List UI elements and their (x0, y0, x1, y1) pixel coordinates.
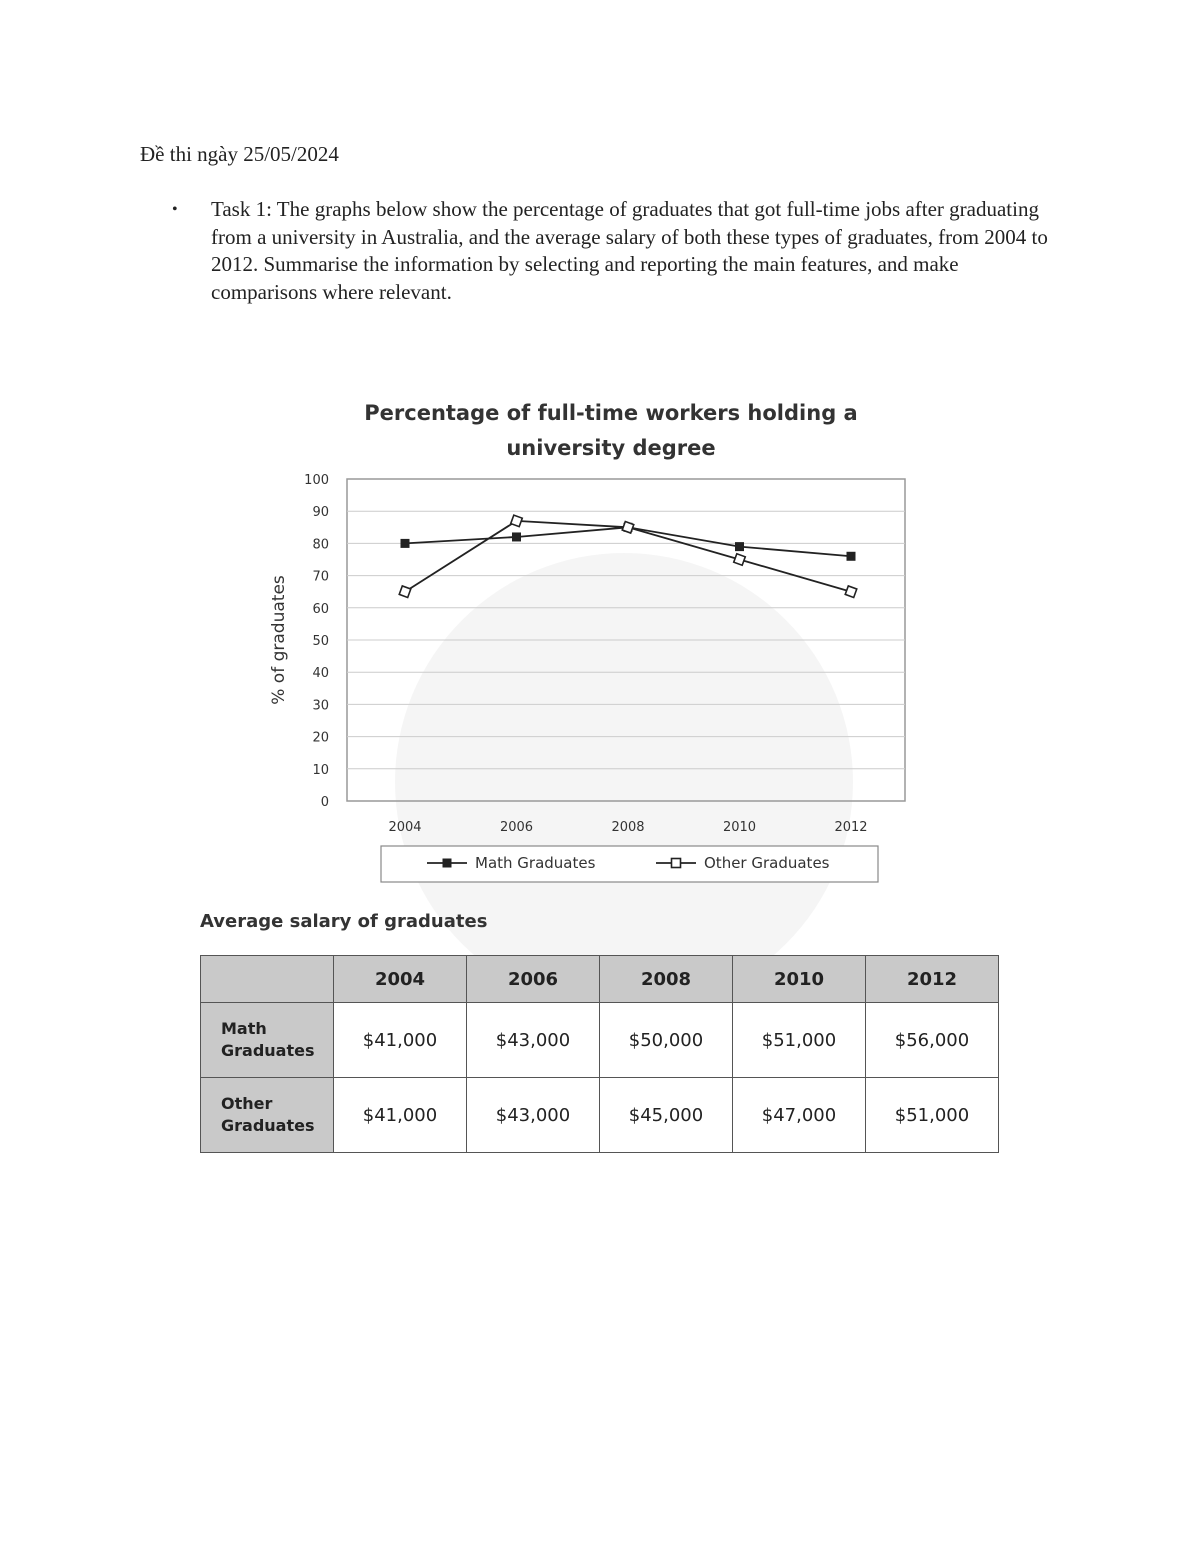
table-cell: $50,000 (600, 1003, 733, 1078)
table-cell: $47,000 (733, 1078, 866, 1153)
column-header: 2006 (467, 956, 600, 1003)
row-label-line-2: Graduates (221, 1041, 315, 1060)
column-header: 2012 (866, 956, 999, 1003)
bullet-icon: • (172, 201, 178, 218)
y-tick-label: 40 (312, 666, 329, 682)
table-cell: $41,000 (334, 1078, 467, 1153)
data-point (622, 522, 634, 534)
y-tick-label: 80 (312, 537, 329, 553)
x-tick-label: 2006 (499, 820, 534, 835)
y-tick-label: 90 (312, 505, 329, 521)
table-cell: $43,000 (467, 1078, 600, 1153)
data-point (735, 542, 744, 551)
row-label-line-1: Math (221, 1019, 267, 1038)
row-label-line-1: Other (221, 1094, 273, 1113)
row-label-line-2: Graduates (221, 1116, 315, 1135)
y-tick-label: 50 (312, 634, 329, 649)
y-tick-label: 60 (312, 601, 329, 617)
y-tick-label: 70 (312, 569, 329, 585)
y-tick-label: 30 (312, 698, 329, 714)
table-cell: $51,000 (866, 1078, 999, 1153)
table-title: Average salary of graduates (200, 911, 488, 932)
legend-label: Other Graduates (704, 854, 830, 872)
table-header-row (201, 956, 999, 1003)
data-point (399, 586, 411, 598)
y-tick-label: 100 (304, 473, 329, 488)
table-cell: $45,000 (600, 1078, 733, 1153)
row-header (201, 1003, 334, 1078)
data-point (512, 532, 521, 541)
column-header: 2004 (334, 956, 467, 1003)
column-header: 2010 (733, 956, 866, 1003)
chart-title-line-1: Percentage of full-time workers holding a (364, 401, 858, 425)
data-point (845, 586, 857, 598)
table-corner-cell (201, 956, 334, 1003)
table-row (201, 1003, 999, 1078)
row-header (201, 1078, 334, 1153)
table-cell: $41,000 (334, 1003, 467, 1078)
chart-title-line-2: university degree (506, 436, 716, 460)
x-tick-label: 2008 (611, 820, 645, 835)
data-point (511, 515, 523, 527)
x-tick-label: 2012 (834, 820, 868, 835)
data-point (847, 552, 856, 561)
y-tick-label: 0 (320, 795, 329, 810)
table-cell: $51,000 (733, 1003, 866, 1078)
y-tick-label: 20 (312, 730, 329, 746)
data-point (734, 554, 746, 566)
y-tick-label: 10 (312, 762, 329, 778)
task-text: Task 1: The graphs below show the percentage of graduates that got full-time jobs after graduating from a university in Australia, and the average salary of both these types of graduates, from 2004 to 2012. Summarise the information by selecting and reporting the main features, and make comparisons where relevant. (211, 197, 1048, 304)
data-point (401, 539, 410, 548)
legend-label: Math Graduates (475, 854, 596, 872)
legend-marker (672, 859, 681, 868)
table-cell: $56,000 (866, 1003, 999, 1078)
table-cell: $43,000 (467, 1003, 600, 1078)
document-heading: Đề thi ngày 25/05/2024 (140, 142, 339, 166)
legend-marker (443, 859, 452, 868)
x-tick-label: 2004 (388, 820, 422, 835)
table-row (201, 1078, 999, 1153)
y-axis-label: % of graduates (269, 575, 289, 705)
salary-table (200, 955, 999, 1153)
column-header: 2008 (600, 956, 733, 1003)
x-tick-label: 2010 (722, 820, 757, 835)
